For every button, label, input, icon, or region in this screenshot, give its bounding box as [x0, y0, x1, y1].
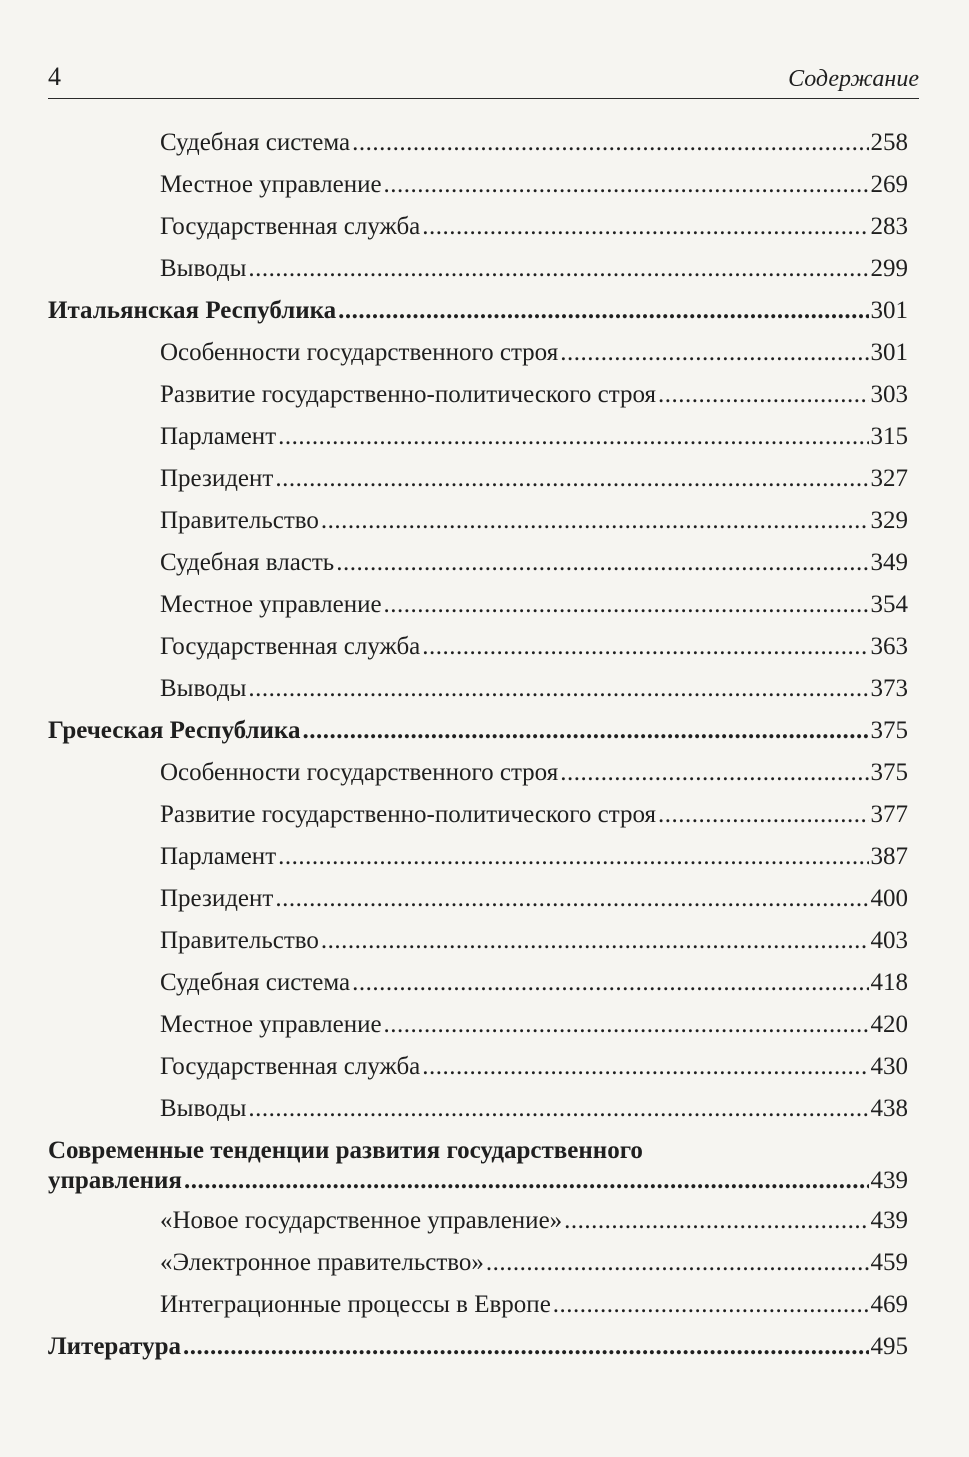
leader-dots [248, 674, 868, 704]
toc-entry-title: Судебная система [160, 129, 351, 156]
toc-entry-page: 283 [870, 213, 908, 240]
toc-entry-title: Президент [160, 885, 274, 912]
toc-entry [160, 254, 908, 284]
toc-entry-title: Местное управление [160, 591, 382, 618]
toc-entry-page: 299 [870, 255, 908, 282]
toc-entry [160, 884, 908, 914]
toc-entry-page: 301 [870, 339, 908, 366]
toc-section [48, 296, 908, 326]
toc-entry-page: 329 [870, 507, 908, 534]
toc-entry-title: Особенности государственного строя [160, 759, 559, 786]
leader-dots [321, 926, 869, 956]
toc-entry [160, 1290, 908, 1320]
toc-entry-page: 430 [870, 1053, 908, 1080]
toc-entry-page: 439 [870, 1207, 908, 1234]
toc-entry-title: Парламент [160, 423, 277, 450]
toc-entry-title: Особенности государственного строя [160, 339, 559, 366]
toc-entry-page: 439 [870, 1167, 908, 1194]
toc-entry [160, 212, 908, 242]
leader-dots [384, 1010, 869, 1040]
toc-entry-title: Местное управление [160, 171, 382, 198]
toc-entry-page: 403 [870, 927, 908, 954]
toc-entry-page: 373 [870, 675, 908, 702]
toc-entry-page: 375 [870, 717, 908, 744]
toc-entry-title: Судебная власть [160, 549, 335, 576]
toc-entry [160, 968, 908, 998]
leader-dots [560, 758, 868, 788]
toc-entry-page: 258 [870, 129, 908, 156]
toc-entry [160, 926, 908, 956]
page-header [48, 58, 919, 99]
leader-dots [302, 716, 868, 746]
toc-entry-title: Развитие государственно-политического строя [160, 381, 657, 408]
toc-entry [160, 842, 908, 872]
toc-entry [160, 758, 908, 788]
toc-entry-title: Президент [160, 465, 274, 492]
toc-section [48, 1332, 908, 1362]
toc-entry-title: Судебная система [160, 969, 351, 996]
leader-dots [486, 1248, 869, 1278]
toc-entry-title: Парламент [160, 843, 277, 870]
toc-section-title: Итальянская Республика [48, 297, 337, 324]
toc-entry-title: Правительство [160, 927, 319, 954]
leader-dots [658, 380, 868, 410]
toc-entry-title: Государственная служба [160, 633, 421, 660]
toc-entry [160, 338, 908, 368]
toc-entry-page: 301 [870, 297, 908, 324]
leader-dots [658, 800, 868, 830]
leader-dots [248, 1094, 868, 1124]
toc-entry [160, 590, 908, 620]
toc-entry-page: 387 [870, 843, 908, 870]
toc-entry [160, 128, 908, 158]
toc-section-title-cont: управления [48, 1167, 182, 1194]
toc-entry [160, 548, 908, 578]
toc-entry [160, 1248, 908, 1278]
toc-entry [160, 1094, 908, 1124]
leader-dots [275, 464, 868, 494]
toc-entry-title: Правительство [160, 507, 319, 534]
toc-entry [160, 170, 908, 200]
leader-dots [384, 170, 869, 200]
leader-dots [248, 254, 868, 284]
toc-section-title: Греческая Республика [48, 717, 301, 744]
toc-entry-title: Государственная служба [160, 1053, 421, 1080]
leader-dots [278, 422, 868, 452]
toc-entry-title: «Новое государственное управление» [160, 1207, 563, 1234]
toc-entry-page: 495 [870, 1333, 908, 1360]
leader-dots [352, 968, 868, 998]
toc-section [48, 1136, 908, 1196]
toc-entry-title: Местное управление [160, 1011, 382, 1038]
leader-dots [560, 338, 868, 368]
toc-entry [160, 674, 908, 704]
toc-entry-page: 303 [870, 381, 908, 408]
toc-entry-page: 438 [870, 1095, 908, 1122]
leader-dots [352, 128, 868, 158]
leader-dots [275, 884, 868, 914]
leader-dots [321, 506, 869, 536]
toc-entry-title: Выводы [160, 255, 247, 282]
toc-entry-page: 400 [870, 885, 908, 912]
toc-entry [160, 1010, 908, 1040]
toc-entry [160, 800, 908, 830]
toc-entry-title: Выводы [160, 675, 247, 702]
toc-entry [160, 506, 908, 536]
leader-dots [184, 1166, 869, 1196]
leader-dots [336, 548, 868, 578]
leader-dots [183, 1332, 868, 1362]
toc-entry-page: 327 [870, 465, 908, 492]
toc-entry-title: Развитие государственно-политического строя [160, 801, 657, 828]
toc-entry [160, 422, 908, 452]
toc-entry-page: 418 [870, 969, 908, 996]
toc-entry-page: 349 [870, 549, 908, 576]
toc-entry-title: Интеграционные процессы в Европе [160, 1291, 551, 1318]
toc-entry [160, 632, 908, 662]
page-number: 4 [48, 62, 61, 91]
leader-dots [384, 590, 869, 620]
toc-entry [160, 1052, 908, 1082]
toc-entry-page: 363 [870, 633, 908, 660]
leader-dots [338, 296, 868, 326]
leader-dots [553, 1290, 869, 1320]
toc-entry-page: 469 [870, 1291, 908, 1318]
toc-entry [160, 464, 908, 494]
toc-entry [160, 1206, 908, 1236]
toc-entry-page: 269 [870, 171, 908, 198]
toc-entry-page: 420 [870, 1011, 908, 1038]
leader-dots [278, 842, 868, 872]
running-title: Содержание [788, 66, 919, 92]
toc-entry-page: 315 [870, 423, 908, 450]
leader-dots [422, 1052, 868, 1082]
toc-entry-page: 459 [870, 1249, 908, 1276]
leader-dots [422, 632, 868, 662]
toc-entry-page: 375 [870, 759, 908, 786]
toc-entry-title: «Электронное правительство» [160, 1249, 484, 1276]
leader-dots [564, 1206, 868, 1236]
toc-section-title: Литература [48, 1333, 182, 1360]
toc-entry [160, 380, 908, 410]
toc-section [48, 716, 908, 746]
toc-section-title: Современные тенденции развития государственного [48, 1137, 643, 1164]
toc-entry-page: 377 [870, 801, 908, 828]
toc-entry-title: Выводы [160, 1095, 247, 1122]
toc-entry-title: Государственная служба [160, 213, 421, 240]
toc-entry-page: 354 [870, 591, 908, 618]
toc-section-title-continued [48, 1166, 908, 1196]
leader-dots [422, 212, 868, 242]
